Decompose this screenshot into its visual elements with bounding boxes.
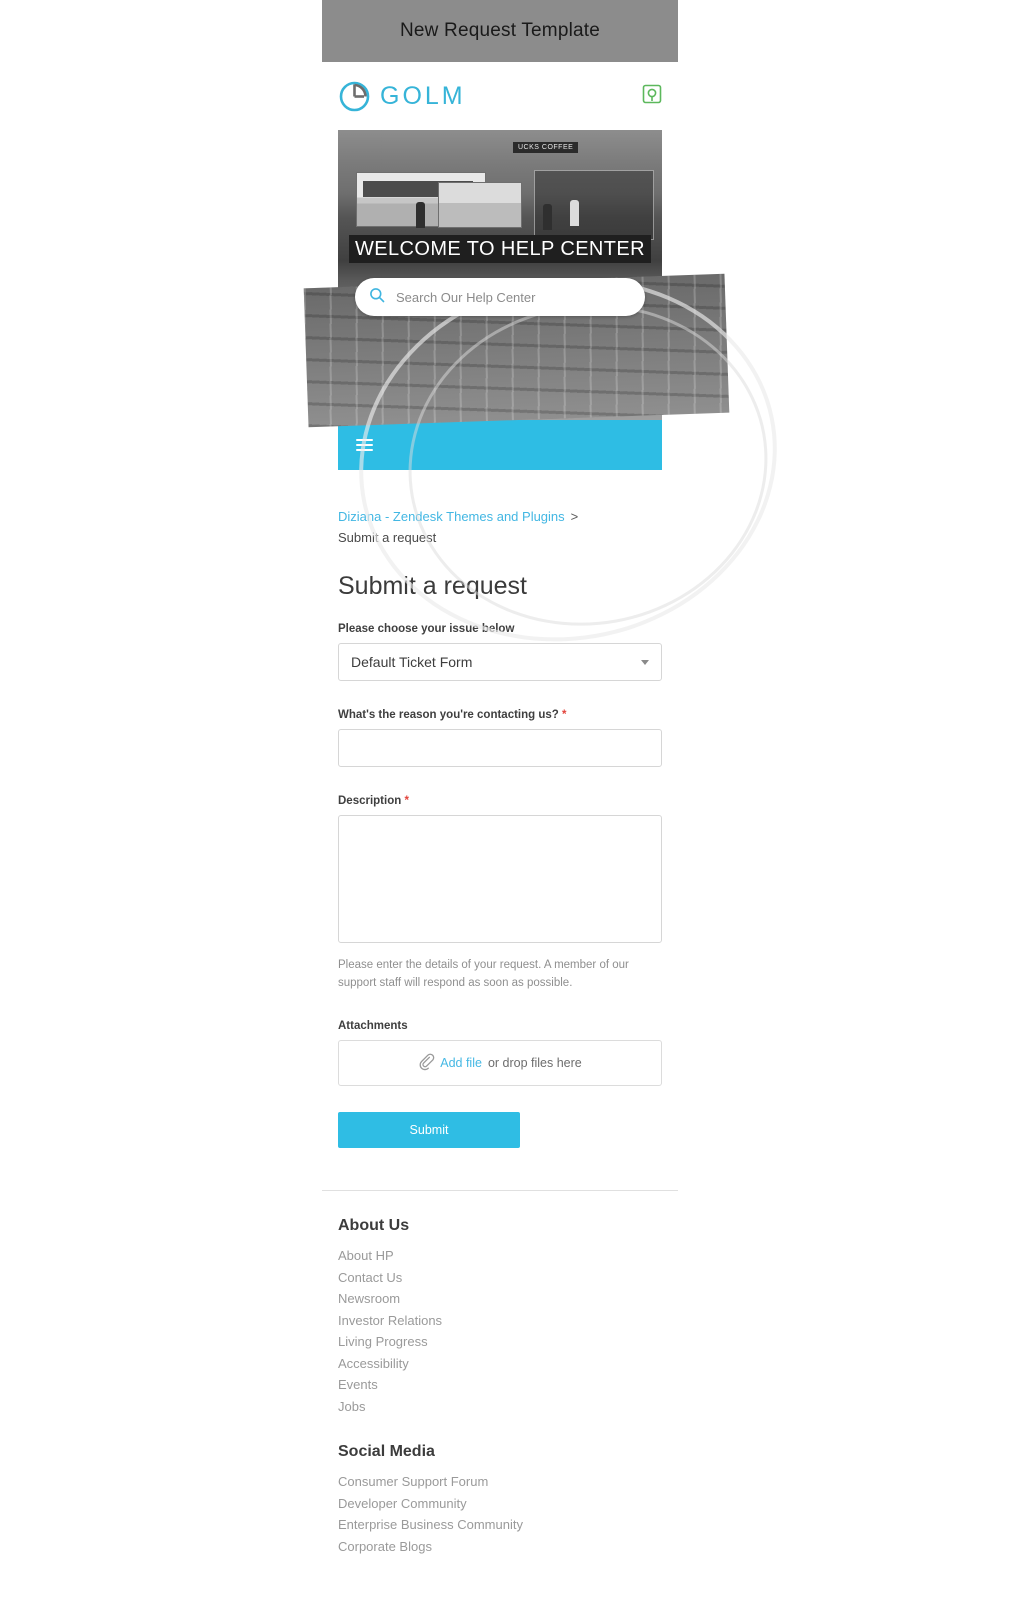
hero-banner	[338, 130, 662, 420]
breadcrumb-current: Submit a request	[338, 530, 437, 545]
footer-heading-about-us: About Us	[338, 1217, 410, 1234]
chevron-down-icon	[641, 660, 649, 665]
list-item[interactable]	[338, 1288, 662, 1310]
description-textarea[interactable]	[338, 815, 662, 943]
footer-link[interactable]: Accessibility	[338, 1355, 409, 1371]
subject-input[interactable]	[338, 729, 662, 767]
footer-link[interactable]: Events	[338, 1377, 378, 1392]
list-item[interactable]	[338, 1353, 662, 1375]
golm-circle-logo-icon	[338, 80, 371, 113]
list-item[interactable]	[338, 1374, 662, 1396]
footer-divider	[322, 1190, 678, 1191]
page-title: Submit a request	[338, 572, 527, 600]
list-item[interactable]	[338, 1310, 662, 1332]
description-label	[338, 795, 662, 807]
header-actions	[642, 84, 662, 109]
list-item[interactable]	[338, 1267, 662, 1289]
hero-welcome-title	[338, 238, 662, 261]
footer-link[interactable]: Newsroom	[338, 1291, 401, 1306]
hero-pedestrian	[543, 204, 552, 230]
breadcrumb-separator: >	[570, 509, 579, 524]
ticket-form-label: Please choose your issue below	[338, 623, 515, 635]
list-item[interactable]	[338, 1396, 662, 1418]
drop-files-text: or drop files here	[487, 1056, 582, 1070]
subject-label	[338, 709, 662, 721]
footer-heading-social-media: Social Media	[338, 1443, 435, 1460]
list-item[interactable]	[338, 1514, 662, 1536]
search-input[interactable]	[394, 289, 631, 306]
hero-storefront-sign: UCKS COFFEE	[513, 142, 578, 153]
hero-bus-second	[438, 182, 522, 228]
hero-bus-shelter	[534, 170, 654, 240]
search-icon	[369, 287, 385, 308]
hero-pedestrian	[416, 202, 425, 228]
zendesk-guide-icon[interactable]	[642, 84, 662, 109]
list-item[interactable]	[338, 1471, 662, 1493]
hero-welcome-text: WELCOME TO HELP CENTER	[349, 235, 651, 263]
list-item[interactable]	[338, 1536, 662, 1558]
description-hint: Please enter the details of your request. A member of our support staff will respond as soon as possible.	[338, 959, 629, 989]
help-center-search[interactable]	[355, 278, 645, 316]
attachments-label: Attachments	[338, 1020, 408, 1032]
footer-link[interactable]: Developer Community	[338, 1495, 467, 1511]
footer-links-social-media	[338, 1471, 662, 1557]
site-header	[322, 62, 678, 130]
template-banner-title: New Request Template	[399, 20, 601, 41]
footer-link[interactable]: Enterprise Business Community	[338, 1517, 523, 1532]
description-required-marker: *	[404, 795, 409, 807]
footer-link[interactable]: Contact Us	[338, 1269, 403, 1285]
template-banner	[322, 0, 678, 62]
breadcrumb-root-link[interactable]: Diziana - Zendesk Themes and Plugins	[338, 509, 565, 524]
list-item[interactable]	[338, 1493, 662, 1515]
footer-link[interactable]: Investor Relations	[338, 1312, 443, 1328]
submit-button[interactable]: Submit	[338, 1112, 520, 1148]
footer-link[interactable]: Consumer Support Forum	[338, 1474, 489, 1489]
logo[interactable]	[338, 80, 466, 113]
help-center-page	[322, 62, 678, 1554]
footer-links-about-us	[338, 1245, 662, 1417]
main-content	[322, 470, 678, 1603]
site-footer	[338, 1191, 662, 1603]
add-file-link[interactable]: Add file	[440, 1056, 482, 1070]
list-item[interactable]	[338, 1331, 662, 1353]
subject-required-marker: *	[562, 709, 567, 721]
subject-label-text: What's the reason you're contacting us?	[338, 709, 559, 721]
attachments-dropzone[interactable]	[338, 1040, 662, 1086]
hero-pedestrian	[570, 200, 579, 226]
description-label-text: Description	[338, 795, 402, 807]
footer-link[interactable]: About HP	[338, 1248, 394, 1263]
footer-link[interactable]: Living Progress	[338, 1334, 428, 1349]
footer-link[interactable]: Jobs	[338, 1398, 366, 1414]
footer-link[interactable]: Corporate Blogs	[338, 1538, 432, 1554]
ticket-form-select[interactable]	[338, 643, 662, 681]
paperclip-icon	[418, 1053, 434, 1073]
logo-text: GOLM	[380, 81, 466, 110]
list-item[interactable]	[338, 1245, 662, 1267]
ticket-form-value: Default Ticket Form	[351, 654, 473, 670]
